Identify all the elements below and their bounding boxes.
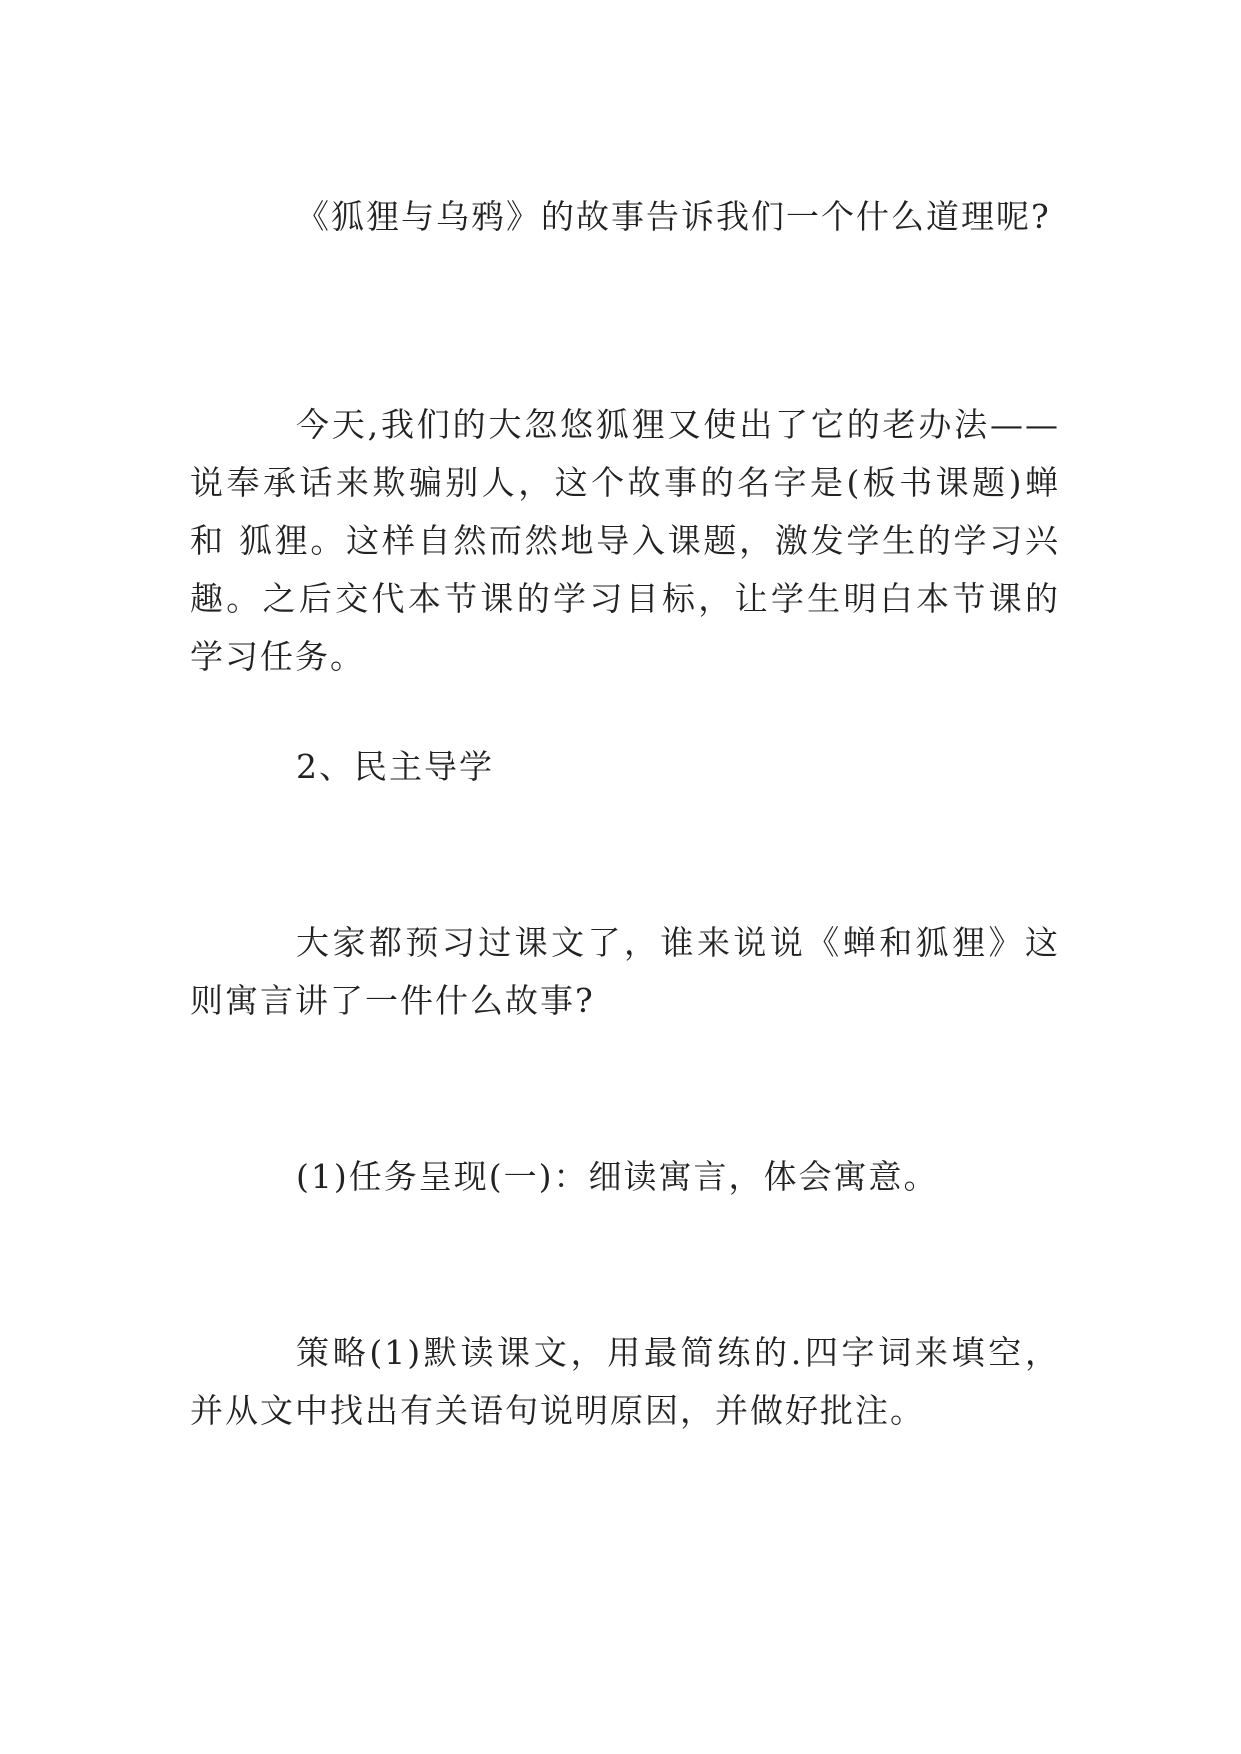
section-heading: 2、民主导学 (296, 747, 494, 786)
paragraph-introduction: 今天,我们的大忽悠狐狸又使出了它的老办法——说奉承话来欺骗别人，这个故事的名字是(板书课题)蝉 和 狐狸。这样自然而然地导入课题，激发学生的学习兴趣。之后交代本节课的学习目标，让学生明白本节课的学习任务。 (190, 405, 1060, 676)
paragraph-strategy: 策略(1)默读课文，用最简练的.四字词来填空，并从文中找出有关语句说明原因，并做好批注。 (190, 1333, 1060, 1430)
paragraph-prompt: 大家都预习过课文了，谁来说说《蝉和狐狸》这则寓言讲了一件什么故事? (190, 923, 1060, 1020)
paragraph-question: 《狐狸与乌鸦》的故事告诉我们一个什么道理呢? (296, 197, 1051, 236)
task-heading: (1)任务呈现(一)：细读寓言，体会寓意。 (296, 1157, 939, 1196)
